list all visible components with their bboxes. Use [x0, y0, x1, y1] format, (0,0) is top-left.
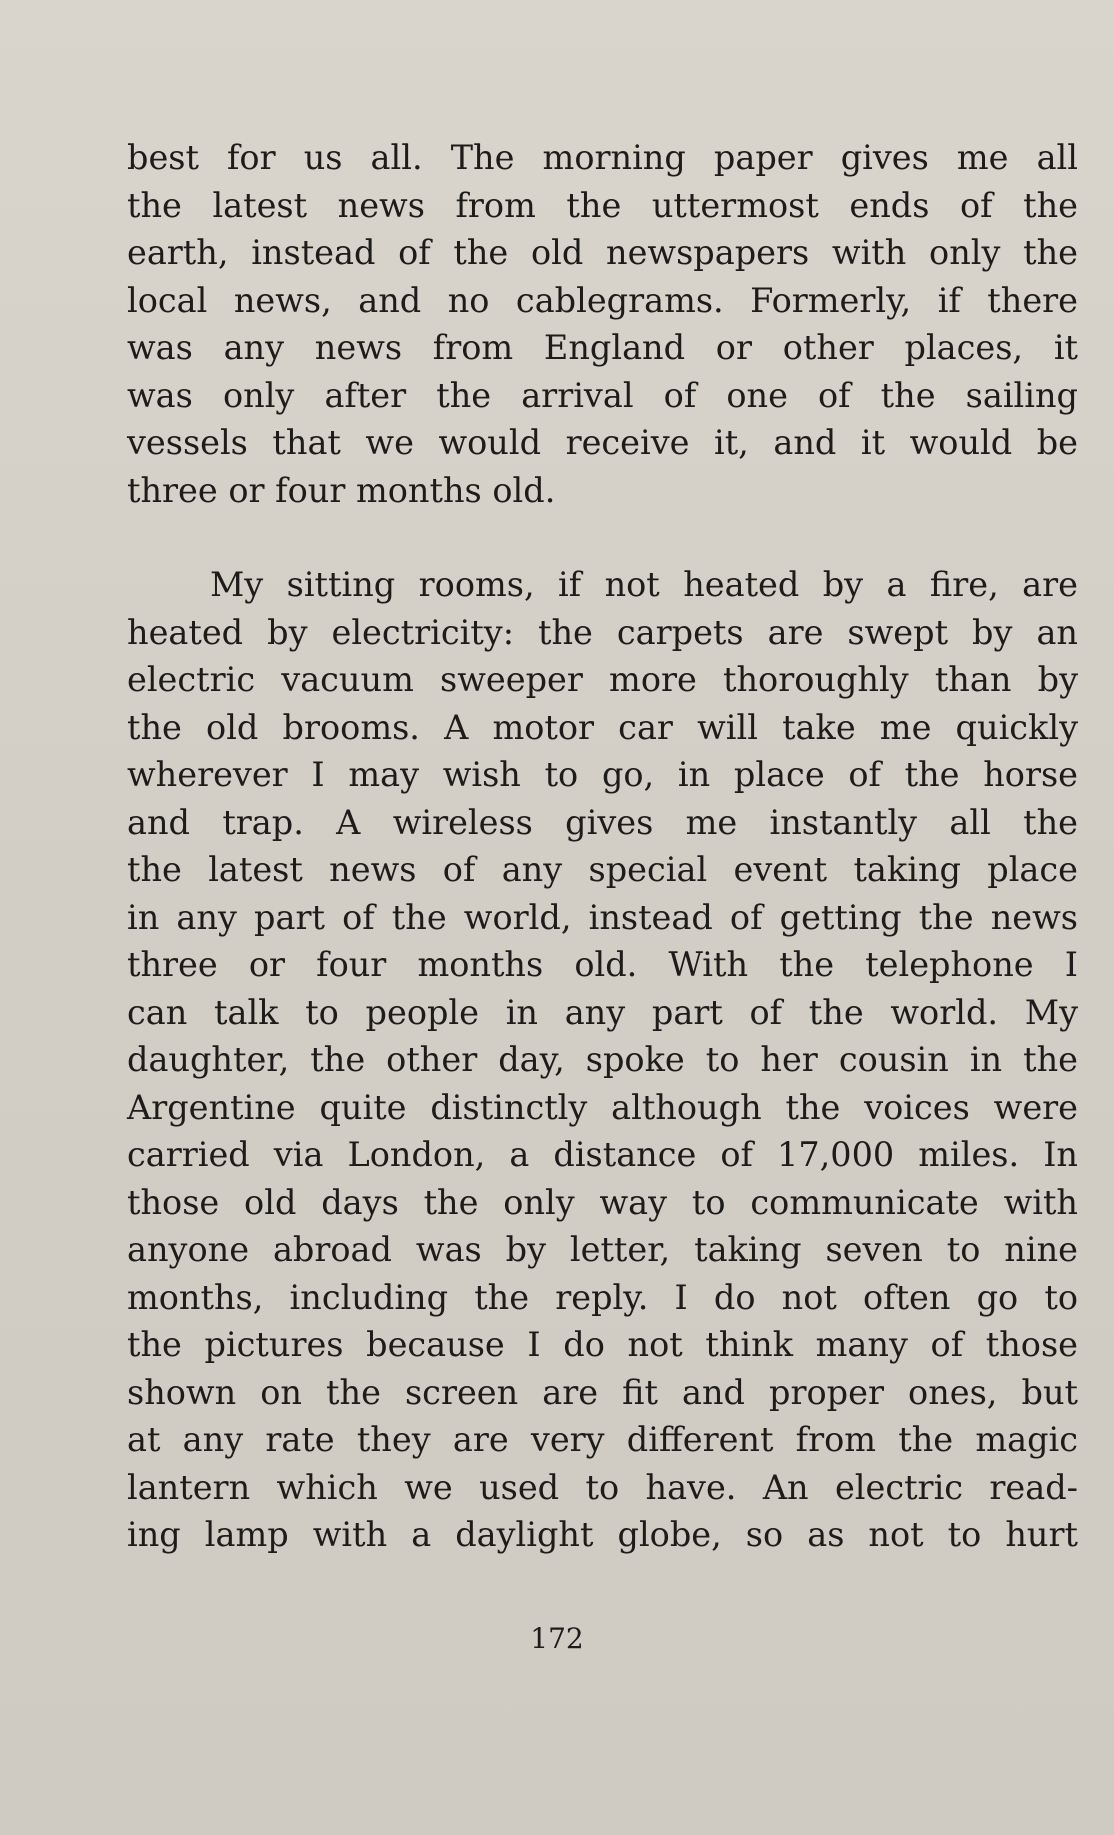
text-line: earth, instead of the old newspapers with only the [127, 233, 1078, 272]
text-line: at any rate they are very different from the magic [127, 1420, 1078, 1459]
text-line: carried via London, a distance of 17,000 miles. In [127, 1135, 1078, 1174]
text-line: vessels that we would receive it, and it would be [127, 423, 1078, 462]
text-line: heated by electricity: the carpets are swept by an [127, 612, 1078, 652]
text-line: electric vacuum sweeper more thoroughly than by [127, 660, 1078, 699]
text-line: the old brooms. A motor car will take me quickly [127, 707, 1078, 747]
text-line: three or four months old. With the telephone I [127, 945, 1078, 984]
text-line: shown on the screen are fit and proper ones, but [127, 1372, 1078, 1412]
text-line: was only after the arrival of one of the sailing [127, 375, 1078, 415]
text-line: those old days the only way to communicate with [127, 1182, 1078, 1222]
text-line: the latest news from the uttermost ends of the [127, 185, 1078, 225]
text-line: in any part of the world, instead of getting the news [127, 897, 1078, 937]
text-line: local news, and no cablegrams. Formerly, if there [127, 280, 1078, 320]
text-line: My sitting rooms, if not heated by a fire, are [210, 565, 1078, 604]
text-line: best for us all. The morning paper gives me all [127, 138, 1078, 177]
text-line: the pictures because I do not think many of those [127, 1325, 1078, 1364]
text-line: was any news from England or other places, it [127, 328, 1078, 367]
text-line: months, including the reply. I do not often go to [127, 1277, 1078, 1317]
text-line: wherever I may wish to go, in place of the horse [127, 755, 1078, 794]
paragraph-2 [127, 561, 1078, 1559]
paragraph-1 [127, 134, 1078, 514]
text-line: ing lamp with a daylight globe, so as not to hurt [127, 1515, 1078, 1554]
page-number: 172 [530, 1622, 584, 1655]
text-line: Argentine quite distinctly although the voices were [127, 1087, 1078, 1127]
body-text [127, 134, 1078, 1559]
text-line: daughter, the other day, spoke to her cousin in the [127, 1040, 1078, 1079]
text-line: lantern which we used to have. An electric read- [127, 1467, 1078, 1507]
text-line: and trap. A wireless gives me instantly all the [127, 802, 1078, 842]
text-line: can talk to people in any part of the world. My [127, 992, 1078, 1032]
text-line: the latest news of any special event taking place [127, 850, 1078, 889]
text-line: three or four months old. [127, 470, 556, 510]
text-line: anyone abroad was by letter, taking seven to nine [127, 1230, 1078, 1269]
